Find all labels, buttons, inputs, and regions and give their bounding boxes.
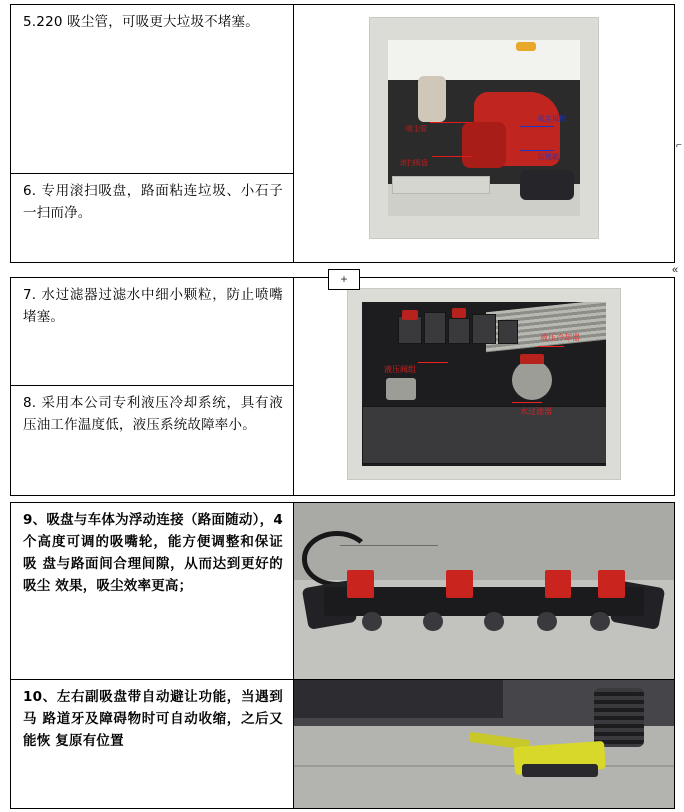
photo-label-hydraulic-cooler: 液压冷却器 [540, 333, 580, 342]
right-margin-marker: ⌐ [676, 140, 682, 151]
table-cell-image [294, 503, 675, 680]
table-resize-handle[interactable]: « [672, 264, 679, 276]
table-cell-text [11, 680, 294, 809]
table-1 [10, 4, 675, 263]
photo-suction-brush-assembly [369, 17, 599, 239]
item-8-text: 8. 采用本公司专利液压冷却系统，具有液压油工作温度低，液压系统故障率小。 [23, 394, 283, 433]
table-cell-text [11, 5, 294, 174]
photo-suction-nozzle-bar [294, 503, 674, 679]
photo-label-hydraulic-valve-group: 液压阀组 [384, 365, 416, 374]
table-cell-text [11, 385, 294, 495]
table-cell-text [11, 174, 294, 263]
photo-label-suction-pipe: 吸尘管 [406, 125, 427, 133]
table-cell-text [11, 503, 294, 680]
table-cell-image [294, 680, 675, 809]
table-cell-image [294, 278, 675, 496]
table-row [11, 278, 675, 386]
photo-label-suction-fan: 吸尘风机 [538, 115, 566, 123]
table-3 [10, 502, 675, 809]
item-5-text: 5.220 吸尘管，可吸更大垃圾不堵塞。 [23, 14, 259, 30]
photo-label-roller-suction-cup: 滚扫吸盘 [400, 159, 428, 167]
table-cell-image [294, 5, 675, 263]
item-10-text: 10、左右副吸盘带自动避让功能，当遇到马 路道牙及障碍物时可自动收缩，之后又能恢 复原有位置 [23, 689, 283, 749]
table-row [11, 503, 675, 680]
photo-label-water-filter: 水过滤器 [520, 407, 552, 416]
table-cell-text [11, 278, 294, 386]
item-7-text: 7. 水过滤器过滤水中细小颗粒，防止喷嘴堵塞。 [23, 287, 283, 325]
insert-row-plus-button[interactable]: + [328, 269, 360, 290]
photo-side-nozzle-kerb [294, 680, 674, 808]
photo-hydraulic-valve-water-filter [347, 288, 621, 480]
item-9-text: 9、吸盘与车体为浮动连接（路面随动），4 个高度可调的吸嘴轮，能方便调整和保证吸 盘与路面间合理间隙，从而达到更好的吸尘 效果，吸尘效率更高； [23, 512, 283, 594]
table-row [11, 680, 675, 809]
table-row [11, 5, 675, 174]
photo-label-garbage-bin: 垃圾箱 [538, 153, 559, 161]
table-2 [10, 277, 675, 496]
item-6-text: 6. 专用滚扫吸盘，路面粘连垃圾、小石子一扫而净。 [23, 183, 283, 221]
